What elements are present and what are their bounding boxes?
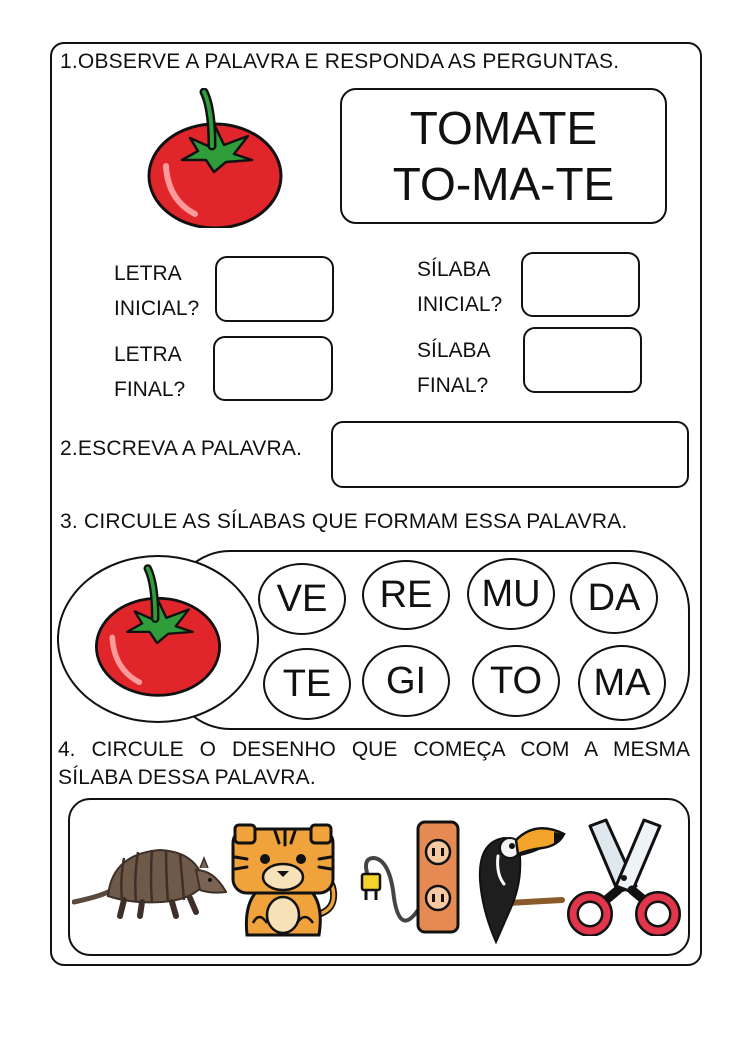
syllable-option[interactable]: MA <box>578 645 666 721</box>
syllable-option[interactable]: MU <box>467 558 555 630</box>
syllable-initial-answer-box[interactable] <box>521 252 640 317</box>
power-outlet-icon[interactable] <box>360 818 462 936</box>
word: TOMATE <box>409 102 598 154</box>
tiger-icon[interactable] <box>229 823 341 938</box>
syllable-option[interactable]: VE <box>258 563 346 635</box>
write-word-answer-box[interactable] <box>331 421 689 488</box>
syllable-initial-label: SÍLABA INICIAL? <box>417 258 503 316</box>
syllable-option[interactable]: GI <box>362 645 450 717</box>
word-syllabified: TO-MA-TE <box>392 158 615 210</box>
q3-title: 3. CIRCULE AS SÍLABAS QUE FORMAM ESSA PALAVRA. <box>60 510 628 533</box>
q4-line2: SÍLABA DESSA PALAVRA. <box>58 766 316 789</box>
tomato-icon <box>140 88 290 228</box>
armadillo-icon[interactable] <box>72 840 227 920</box>
syllable-option[interactable]: RE <box>362 560 450 630</box>
q1-title: 1.OBSERVE A PALAVRA E RESPONDA AS PERGUNTAS. <box>60 50 620 73</box>
syllable-option[interactable]: TO <box>472 645 560 717</box>
syllable-final-label: SÍLABA FINAL? <box>417 339 491 397</box>
letter-final-label: LETRA FINAL? <box>114 343 186 401</box>
syllable-final-answer-box[interactable] <box>523 327 642 393</box>
toucan-icon[interactable] <box>470 818 570 944</box>
scissors-icon[interactable] <box>566 816 682 936</box>
tomato-icon <box>88 560 228 700</box>
letter-final-answer-box[interactable] <box>213 336 333 401</box>
syllable-option[interactable]: TE <box>263 648 351 720</box>
q2-title: 2.ESCREVA A PALAVRA. <box>60 437 303 460</box>
letter-initial-label: LETRA INICIAL? <box>114 262 200 320</box>
letter-initial-answer-box[interactable] <box>215 256 334 322</box>
q4-line1: 4. CIRCULE O DESENHO QUE COMEÇA COM A MESMA <box>58 738 690 761</box>
syllable-option[interactable]: DA <box>570 562 658 634</box>
word-box <box>340 88 667 224</box>
